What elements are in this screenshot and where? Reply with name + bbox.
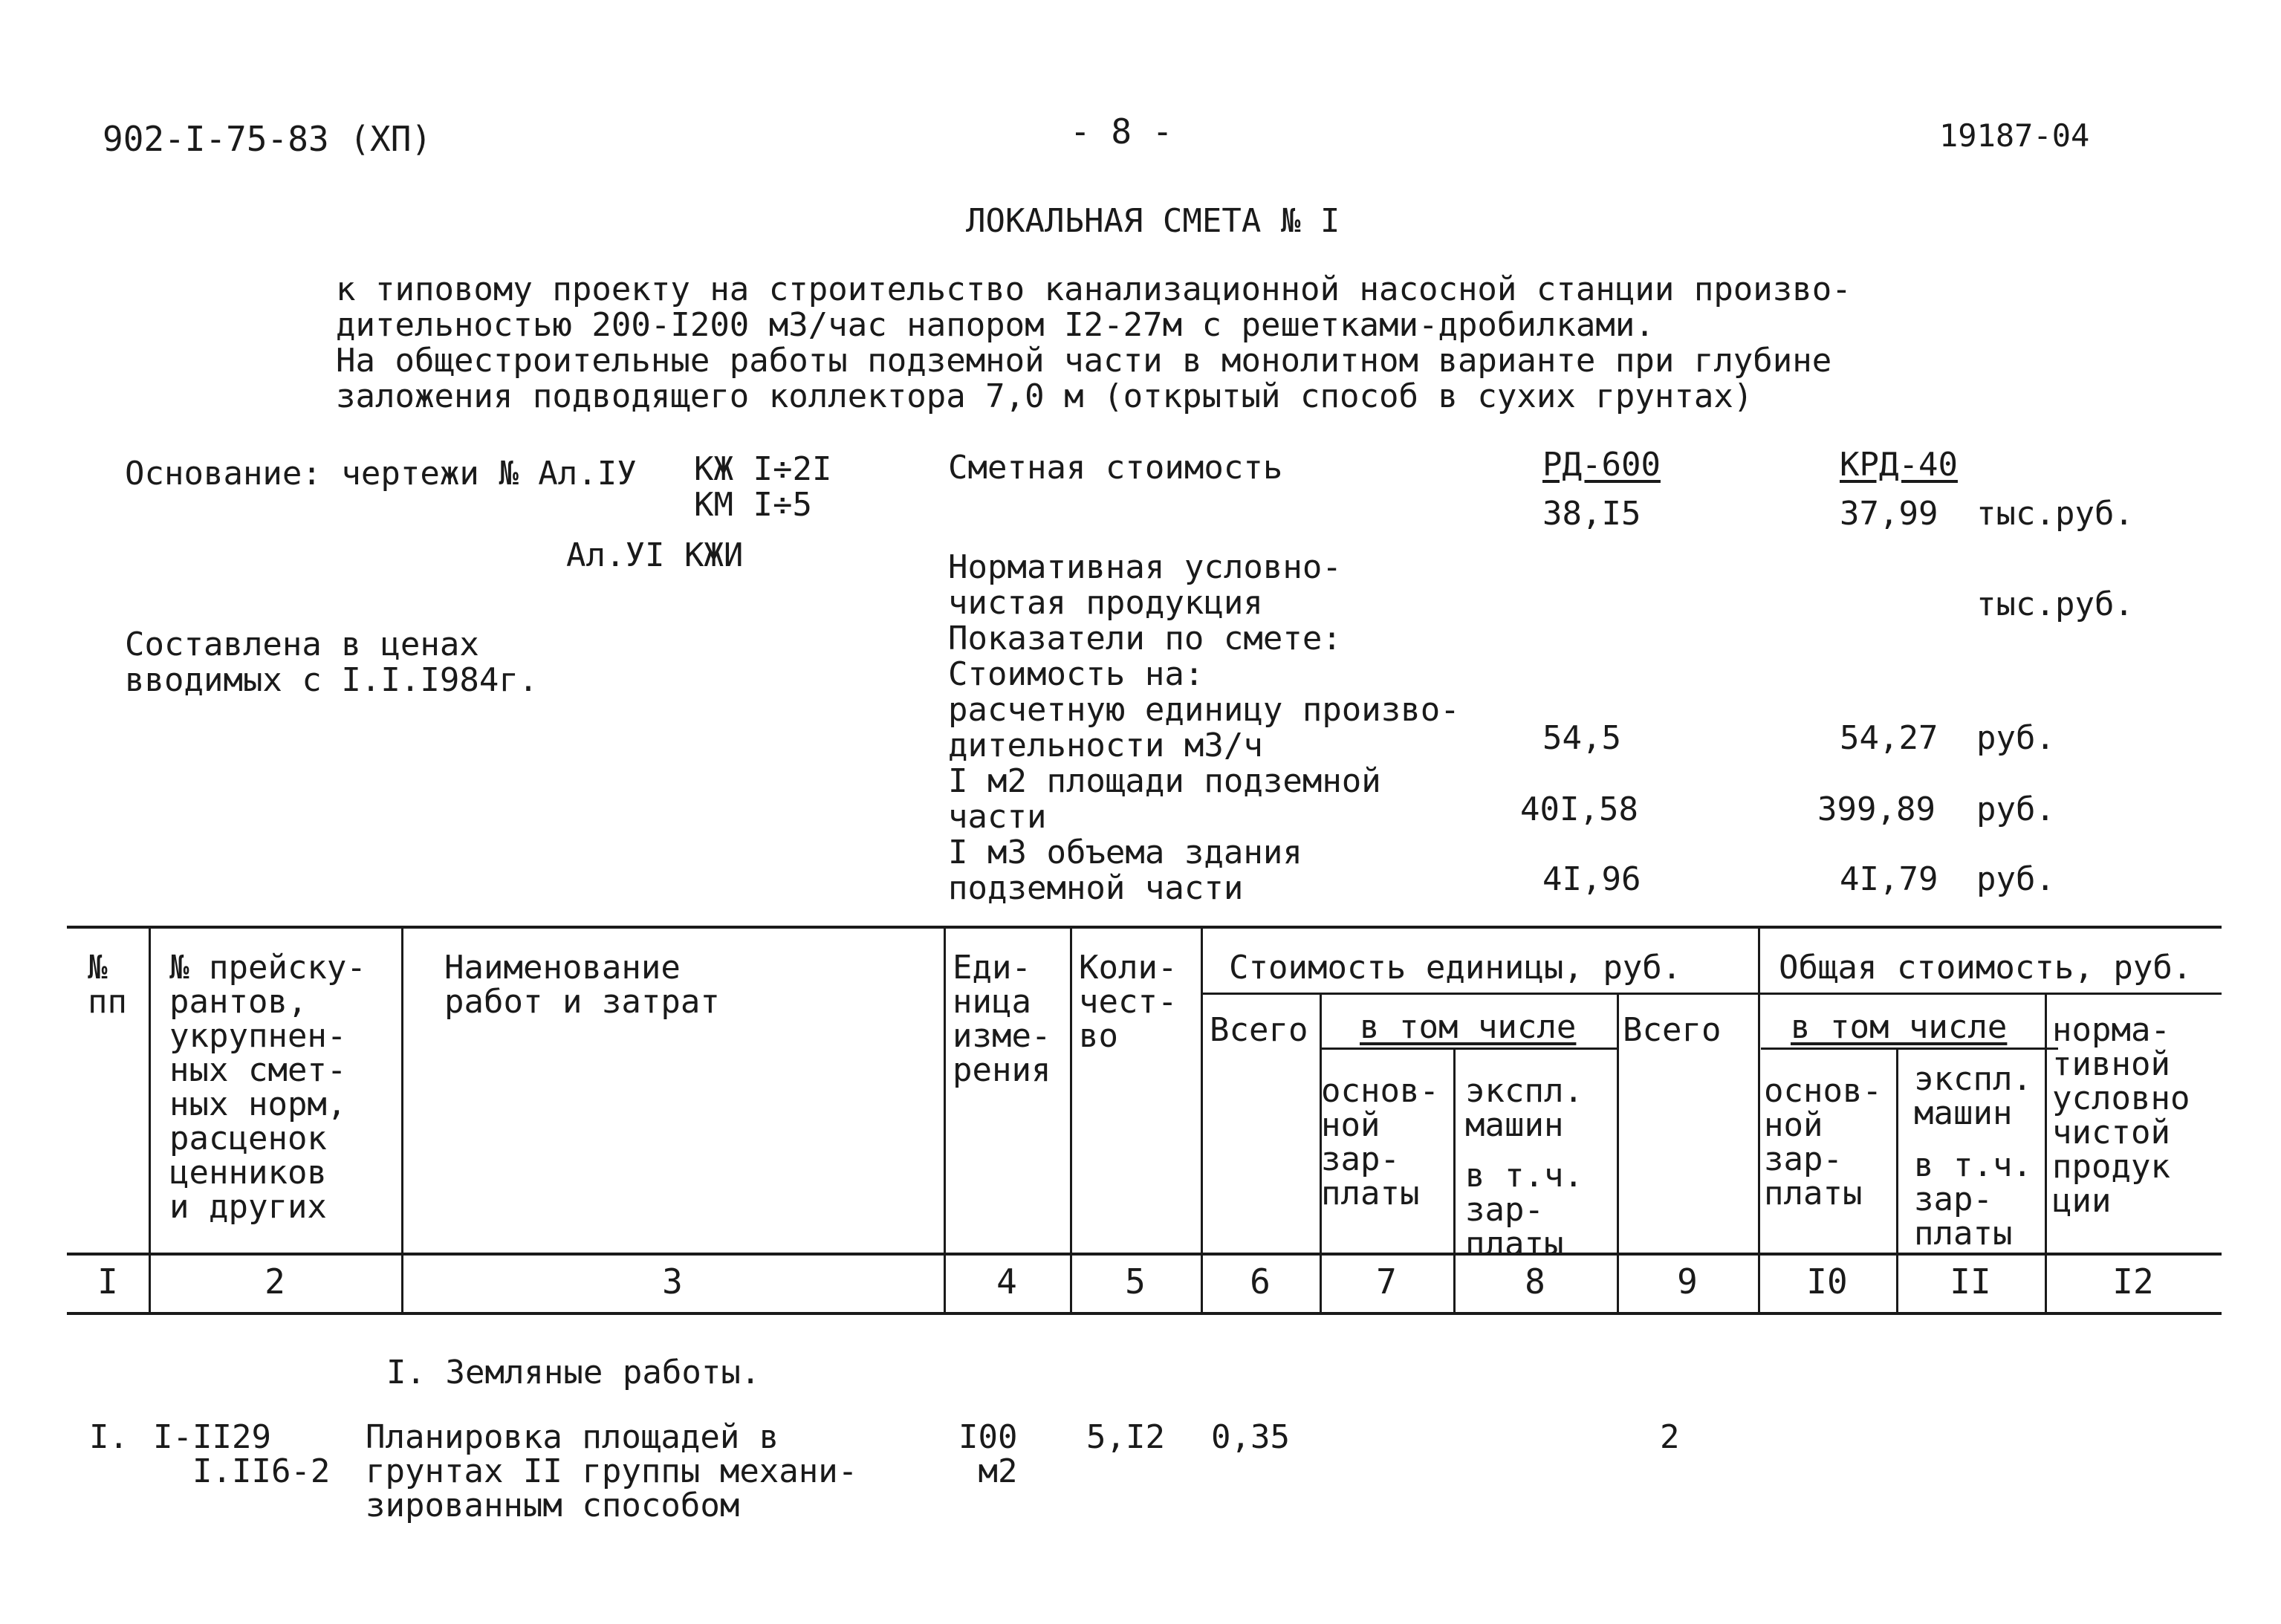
column-b-header: КРД-40 [1840,446,1958,484]
description: к типовому проекту на строительство канализационной насосной станции произво- дительностью 200-I200 м3/час напором I2-27м с решетками-дробилками. На общестроительные работы подземной части в монолитном варианте при глубине заложения подводящего коллектора 7,0 м (открытый способ в сухих грунтах) [336,270,1852,415]
col-number-12: I2 [2112,1261,2154,1302]
indicators-label: Показатели по смете: Стоимость на: [948,620,1342,693]
header-col-1: № пп [88,949,127,1021]
header-col-9: Всего [1623,1011,1722,1049]
normative-unit: тыс.руб. [1976,585,2134,623]
col-number-7: 7 [1376,1261,1397,1302]
per-area-rub: руб. [1976,790,2055,828]
row-unit-price-total: 0,35 [1211,1418,1290,1456]
unit-thousand-rub: тыс.руб. [1976,495,2134,533]
column-numbers-bottom-border [67,1312,2222,1315]
document-code: 902-I-75-83 (XП) [103,119,432,159]
basis-label: Основание: чертежи № Ал.IУ [125,455,637,493]
col-divider-9 [1758,926,1760,1315]
per-area-label: I м2 площади подземной части [948,762,1381,836]
col-divider-5 [1201,926,1203,1315]
per-unit-rub: руб. [1976,719,2055,757]
basis-drawings-kzh: КЖ I÷2I [694,450,832,488]
header-col-11-top: экспл. машин [1914,1060,2032,1132]
estimated-cost-b: 37,99 [1840,495,1938,533]
row-number: I. [89,1418,129,1456]
per-unit-b: 54,27 [1840,719,1938,757]
per-area-b: 399,89 [1817,790,1936,828]
header-col-5: Коли- чест- во [1079,949,1178,1055]
per-volume-b: 4I,79 [1840,860,1938,898]
per-volume-rub: руб. [1976,860,2055,898]
header-col-10: основ- ной зар- платы [1764,1072,1882,1212]
header-incl-2: в том числе [1791,1008,2008,1046]
col-divider-1 [149,926,151,1315]
col-number-10: I0 [1806,1261,1848,1302]
per-volume-a: 4I,96 [1542,860,1641,898]
header-col-8-bottom: в т.ч. зар- платы [1465,1157,1583,1263]
per-unit-a: 54,5 [1542,719,1621,757]
incl-line-1 [1321,1048,1618,1050]
per-unit-label: расчетную единицу произво- дительности м3/ч [948,691,1460,764]
header-col-6: Всего [1210,1011,1308,1049]
header-total-cost-group: Общая стоимость, руб. [1779,949,2193,987]
page-number: - 8 - [1070,111,1173,152]
row-unit: I00 м2 [958,1418,1018,1490]
basis-drawings-km: КМ I÷5 [694,486,812,524]
col-number-1: I [97,1261,118,1302]
col-divider-2 [401,926,403,1315]
archive-stamp: 19187-04 [1939,117,2090,154]
col-number-3: 3 [662,1261,683,1302]
col-number-6: 6 [1250,1261,1271,1302]
col-number-4: 4 [996,1261,1017,1302]
col-number-5: 5 [1125,1261,1146,1302]
col-divider-4 [1070,926,1072,1315]
section-title: I. Земляные работы. [386,1354,761,1391]
header-col-7: основ- ной зар- платы [1321,1072,1439,1212]
header-bottom-border [67,1253,2222,1256]
header-col-12: норма- тивной условно чистой продук ции [2052,1011,2190,1220]
header-subgroup-line [1202,993,2222,995]
header-unit-cost-group: Стоимость единицы, руб. [1229,949,1682,987]
column-a-header: РД-600 [1542,446,1661,484]
header-incl-1: в том числе [1360,1008,1577,1046]
price-basis: Составлена в ценах вводимых с I.I.I984г. [125,626,539,699]
per-volume-label: I м3 объема здания подземной части [948,834,1302,907]
row-quantity: 5,I2 [1086,1418,1165,1456]
header-col-4: Еди- ница изме- рения [953,949,1051,1089]
col-number-9: 9 [1677,1261,1698,1302]
header-col-11-bottom: в т.ч. зар- платы [1914,1146,2032,1253]
col-number-8: 8 [1525,1261,1545,1302]
row-work-name: Планировка площадей в грунтах II группы механи- зированным способом [366,1418,858,1524]
per-area-a: 40I,58 [1520,790,1638,828]
row-price-code: I-II29 I.II6-2 [153,1418,331,1490]
header-col-2: № прейску- рантов, укрупнен- ных смет- ных норм, расценок ценников и других [169,949,366,1226]
col-number-2: 2 [265,1261,285,1302]
row-total: 2 [1660,1418,1680,1456]
header-col-8-top: экспл. машин [1465,1072,1583,1144]
col-divider-3 [944,926,946,1315]
basis-drawings-kzhi: Ал.УI КЖИ [566,536,744,574]
header-col-3: Наименование работ и затрат [444,949,720,1021]
table-top-border [67,926,2222,929]
normative-label: Нормативная условно- чистая продукция [948,548,1342,622]
page-title: ЛОКАЛЬНАЯ СМЕТА № I [966,202,1340,240]
col-number-11: II [1950,1261,1991,1302]
estimated-cost-a: 38,I5 [1542,495,1641,533]
estimated-cost-label: Сметная стоимость [948,449,1283,487]
incl-line-2 [1761,1048,2058,1050]
